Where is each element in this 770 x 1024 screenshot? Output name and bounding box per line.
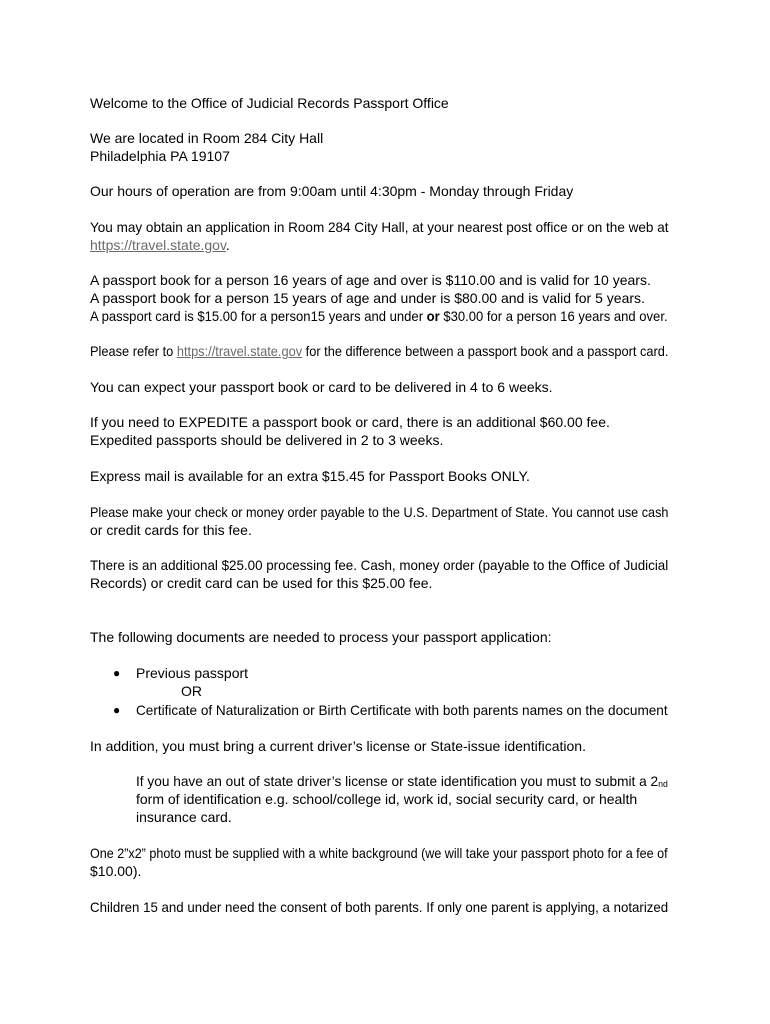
welcome-heading: Welcome to the Office of Judicial Records Passport Office [90, 95, 449, 111]
documents-intro: The following documents are needed to process your passport application: [90, 629, 552, 645]
document-item-certificate: Certificate of Naturalization or Birth Certificate with both parents names on the document [136, 702, 668, 718]
out-of-state-line-3: insurance card. [136, 809, 232, 825]
application-period: . [225, 237, 230, 253]
payment-line-2: or credit cards for this fee. [90, 522, 252, 538]
application-line-2 [90, 236, 230, 254]
fee-card-post: $30.00 for a person 16 years and over. [439, 308, 668, 324]
out-of-state-line-2: form of identification e.g. school/college id, work id, social security card, or health [136, 791, 638, 807]
expedite-line-1: If you need to EXPEDITE a passport book or card, there is an additional $60.00 fee. [90, 414, 610, 430]
refer-line [90, 342, 668, 360]
location-line-2: Philadelphia PA 19107 [90, 148, 230, 164]
fee-book-child: A passport book for a person 15 years of age and under is $80.00 and is valid for 5 years. [90, 290, 645, 306]
location-line-1: We are located in Room 284 City Hall [90, 130, 324, 146]
bullet-icon: ● [113, 703, 121, 717]
expedite-line-2: Expedited passports should be delivered in 2 to 3 weeks. [90, 432, 444, 448]
refer-link[interactable]: https://travel.state.gov [176, 343, 303, 359]
fee-card [90, 307, 668, 325]
fee-card-pre: A passport card is $15.00 for a person15 years and under [90, 308, 427, 324]
bullet-icon: ● [113, 666, 121, 680]
payment-line-1: Please make your check or money order payable to the U.S. Department of State. You cannot use cash [90, 504, 669, 520]
document-item-previous-passport: Previous passport [136, 665, 249, 681]
application-line-1: You may obtain an application in Room 284 City Hall, at your nearest post office or on the web at [90, 219, 669, 235]
processing-line-1: There is an additional $25.00 processing fee. Cash, money order (payable to the Office of Judicial [90, 557, 669, 573]
processing-line-2: Records) or credit card can be used for this $25.00 fee. [90, 575, 433, 591]
hours-text: Our hours of operation are from 9:00am until 4:30pm - Monday through Friday [90, 183, 574, 199]
children-text: Children 15 and under need the consent of both parents. If only one parent is applying, a notarized [90, 899, 669, 915]
refer-post: for the difference between a passport book and a passport card. [302, 343, 669, 359]
document-or-text: OR [181, 683, 202, 699]
photo-line-2: $10.00). [90, 863, 142, 879]
delivery-text: You can expect your passport book or card to be delivered in 4 to 6 weeks. [90, 379, 553, 395]
fee-card-or: or [426, 308, 440, 324]
photo-line-1: One 2”x2” photo must be supplied with a white background (we will take your passport photo for a fee of [90, 845, 668, 861]
out-of-state-line-1-text: If you have an out of state driver’s license or state identification you must to submit a 2 [136, 773, 659, 789]
out-of-state-line-1 [136, 772, 668, 792]
addition-text: In addition, you must bring a current driver’s license or State-issue identification. [90, 738, 586, 754]
travel-state-link[interactable]: https://travel.state.gov [90, 237, 226, 253]
fee-book-adult: A passport book for a person 16 years of age and over is $110.00 and is valid for 10 years. [90, 272, 651, 288]
refer-pre: Please refer to [90, 343, 177, 359]
express-text: Express mail is available for an extra $15.45 for Passport Books ONLY. [90, 468, 530, 484]
ordinal-suffix: nd [658, 779, 668, 789]
